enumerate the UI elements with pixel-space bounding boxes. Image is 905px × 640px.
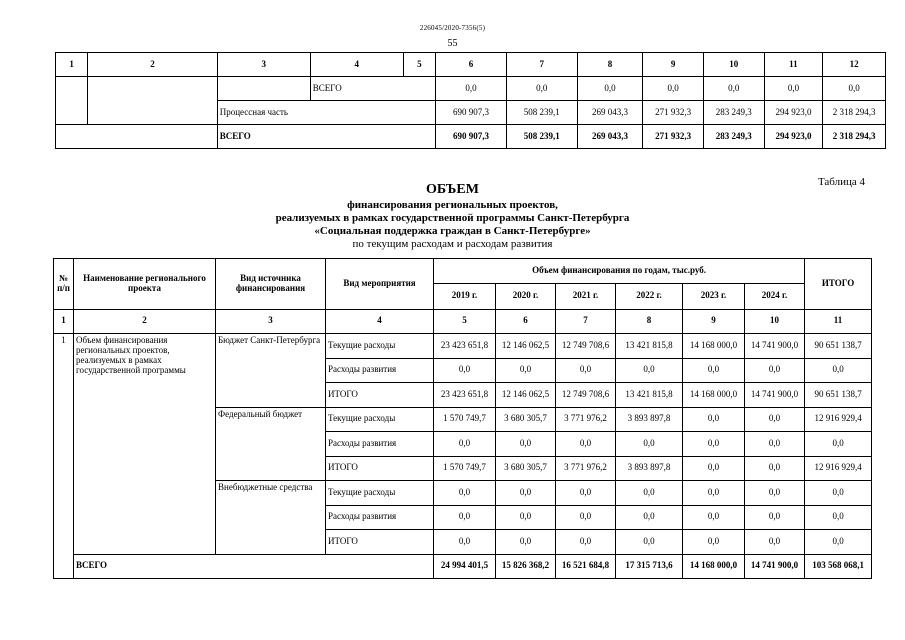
col-number: 12: [823, 53, 886, 77]
col-number: 10: [703, 53, 764, 77]
col-number: 4: [326, 309, 434, 334]
value-cell: 508 239,1: [506, 101, 577, 125]
value-cell: 2 318 294,3: [823, 101, 886, 125]
value-cell: 0,0: [745, 456, 805, 481]
col-number: 9: [643, 53, 704, 77]
col-number: 3: [216, 309, 326, 334]
value-cell: 283 249,3: [703, 101, 764, 125]
value-cell: 0,0: [556, 530, 616, 555]
activity-cell: ИТОГО: [326, 456, 434, 481]
value-cell: 294 923,0: [764, 125, 823, 149]
column-number-row: [56, 53, 886, 77]
value-cell: 0,0: [556, 505, 616, 530]
value-cell: 0,0: [556, 358, 616, 383]
value-cell: 1 570 749,7: [434, 407, 496, 432]
value-cell: 3 771 976,2: [556, 456, 616, 481]
value-cell: 690 907,3: [436, 101, 507, 125]
continuation-table: [55, 52, 886, 149]
value-cell: 24 994 401,5: [434, 554, 496, 579]
col-number: 3: [217, 53, 310, 77]
col-number: 6: [436, 53, 507, 77]
value-cell: 0,0: [823, 77, 886, 101]
col-number: 10: [745, 309, 805, 334]
col-number: 1: [54, 309, 74, 334]
row-label: ВСЕГО: [310, 77, 435, 101]
col-number: 5: [403, 53, 435, 77]
value-cell: 269 043,3: [577, 125, 643, 149]
value-cell: 0,0: [683, 505, 745, 530]
value-cell: 0,0: [616, 530, 683, 555]
value-cell: 508 239,1: [506, 125, 577, 149]
caption-line: финансирования региональных проектов,: [347, 199, 558, 211]
value-cell: 3 893 897,8: [616, 407, 683, 432]
value-cell: 14 741 900,0: [745, 334, 805, 359]
value-cell: 271 932,3: [643, 101, 704, 125]
value-cell: 0,0: [745, 407, 805, 432]
value-cell: 0,0: [805, 432, 872, 457]
activity-cell: ИТОГО: [326, 383, 434, 408]
caption-line: «Социальная поддержка граждан в Санкт-Петербурге»: [314, 225, 591, 237]
header-source: Вид источника финансирования: [216, 259, 326, 310]
page-number: 55: [447, 38, 458, 49]
col-number: 8: [616, 309, 683, 334]
col-number: 7: [506, 53, 577, 77]
total-row: [54, 554, 872, 579]
value-cell: 14 741 900,0: [745, 383, 805, 408]
value-cell: 0,0: [496, 358, 556, 383]
header-num: № п/п: [54, 259, 74, 310]
header-year: 2020 г.: [496, 283, 556, 309]
value-cell: 0,0: [496, 432, 556, 457]
table-row: [56, 77, 886, 101]
value-cell: 90 651 138,7: [805, 334, 872, 359]
col-number: 5: [434, 309, 496, 334]
value-cell: 0,0: [616, 505, 683, 530]
empty-cell: [88, 77, 217, 125]
col-number: 9: [683, 309, 745, 334]
col-number: 8: [577, 53, 643, 77]
value-cell: 0,0: [805, 530, 872, 555]
value-cell: 294 923,0: [764, 101, 823, 125]
value-cell: 12 916 929,4: [805, 456, 872, 481]
empty-cell: [56, 77, 88, 125]
value-cell: 12 916 929,4: [805, 407, 872, 432]
value-cell: 283 249,3: [703, 125, 764, 149]
value-cell: 0,0: [434, 481, 496, 506]
value-cell: 0,0: [556, 481, 616, 506]
value-cell: 23 423 651,8: [434, 383, 496, 408]
value-cell: 0,0: [643, 77, 704, 101]
value-cell: 3 893 897,8: [616, 456, 683, 481]
value-cell: 0,0: [683, 407, 745, 432]
value-cell: 3 771 976,2: [556, 407, 616, 432]
row-number: 1: [54, 334, 74, 579]
value-cell: 0,0: [683, 530, 745, 555]
value-cell: 0,0: [434, 358, 496, 383]
value-cell: 0,0: [745, 505, 805, 530]
value-cell: 0,0: [434, 432, 496, 457]
value-cell: 14 741 900,0: [745, 554, 805, 579]
header-total: ИТОГО: [805, 259, 872, 310]
header-project: Наименование регионального проекта: [74, 259, 216, 310]
value-cell: 0,0: [577, 77, 643, 101]
activity-cell: Расходы развития: [326, 358, 434, 383]
value-cell: 0,0: [616, 358, 683, 383]
col-number: 7: [556, 309, 616, 334]
value-cell: 0,0: [745, 481, 805, 506]
empty-cell: [217, 77, 310, 101]
value-cell: 3 680 305,7: [496, 456, 556, 481]
value-cell: 271 932,3: [643, 125, 704, 149]
col-number: 11: [764, 53, 823, 77]
value-cell: 269 043,3: [577, 101, 643, 125]
col-number: 6: [496, 309, 556, 334]
value-cell: 14 168 000,0: [683, 334, 745, 359]
header-activity: Вид мероприятия: [326, 259, 434, 310]
value-cell: 0,0: [436, 77, 507, 101]
value-cell: 690 907,3: [436, 125, 507, 149]
header-volume: Объем финансирования по годам, тыс.руб.: [434, 259, 805, 284]
value-cell: 0,0: [805, 505, 872, 530]
header-row: [54, 259, 872, 284]
header-year: 2023 г.: [683, 283, 745, 309]
activity-cell: Расходы развития: [326, 432, 434, 457]
caption-line: реализуемых в рамках государственной программы Санкт-Петербурга: [275, 212, 630, 224]
caption-subtitle: по текущим расходам и расходам развития: [352, 238, 553, 250]
value-cell: 0,0: [745, 530, 805, 555]
row-label: ВСЕГО: [74, 554, 434, 579]
value-cell: 90 651 138,7: [805, 383, 872, 408]
project-name: Объем финансирования региональных проектов, реализуемых в рамках государственной программы: [74, 334, 216, 555]
column-number-row: [54, 309, 872, 334]
activity-cell: ИТОГО: [326, 530, 434, 555]
value-cell: 23 423 651,8: [434, 334, 496, 359]
value-cell: 1 570 749,7: [434, 456, 496, 481]
value-cell: 12 146 062,5: [496, 334, 556, 359]
activity-cell: Текущие расходы: [326, 481, 434, 506]
col-number: 11: [805, 309, 872, 334]
row-label: Процессная часть: [217, 101, 435, 125]
value-cell: 0,0: [496, 505, 556, 530]
funding-source: Бюджет Санкт-Петербурга: [216, 334, 326, 408]
caption-title: ОБЪЕМ: [426, 182, 479, 197]
activity-cell: Расходы развития: [326, 505, 434, 530]
value-cell: 0,0: [745, 432, 805, 457]
value-cell: 12 749 708,6: [556, 334, 616, 359]
activity-cell: Текущие расходы: [326, 334, 434, 359]
value-cell: 16 521 684,8: [556, 554, 616, 579]
value-cell: 0,0: [703, 77, 764, 101]
value-cell: 0,0: [683, 432, 745, 457]
header-year: 2019 г.: [434, 283, 496, 309]
financing-table: [53, 258, 872, 579]
funding-source: Федеральный бюджет: [216, 407, 326, 481]
header-year: 2024 г.: [745, 283, 805, 309]
value-cell: 3 680 305,7: [496, 407, 556, 432]
value-cell: 0,0: [683, 358, 745, 383]
value-cell: 2 318 294,3: [823, 125, 886, 149]
value-cell: 0,0: [764, 77, 823, 101]
value-cell: 0,0: [496, 481, 556, 506]
value-cell: 0,0: [805, 358, 872, 383]
activity-cell: Текущие расходы: [326, 407, 434, 432]
value-cell: 0,0: [745, 358, 805, 383]
value-cell: 17 315 713,6: [616, 554, 683, 579]
col-number: 2: [74, 309, 216, 334]
col-number: 2: [88, 53, 217, 77]
value-cell: 12 146 062,5: [496, 383, 556, 408]
header-year: 2022 г.: [616, 283, 683, 309]
value-cell: 13 421 815,8: [616, 383, 683, 408]
funding-source: Внебюджетные средства: [216, 481, 326, 555]
value-cell: 103 568 068,1: [805, 554, 872, 579]
value-cell: 0,0: [434, 530, 496, 555]
col-number: 1: [56, 53, 88, 77]
row-label: ВСЕГО: [217, 125, 435, 149]
value-cell: 0,0: [506, 77, 577, 101]
col-number: 4: [310, 53, 403, 77]
value-cell: 0,0: [496, 530, 556, 555]
value-cell: 14 168 000,0: [683, 554, 745, 579]
value-cell: 0,0: [683, 456, 745, 481]
value-cell: 0,0: [616, 432, 683, 457]
value-cell: 0,0: [434, 505, 496, 530]
value-cell: 0,0: [556, 432, 616, 457]
document-code: 226045/2020-7356(5): [419, 24, 486, 32]
empty-cell: [56, 125, 218, 149]
table-label: Таблица 4: [817, 176, 865, 188]
value-cell: 0,0: [616, 481, 683, 506]
value-cell: 13 421 815,8: [616, 334, 683, 359]
value-cell: 0,0: [805, 481, 872, 506]
value-cell: 0,0: [683, 481, 745, 506]
table-row: [54, 334, 872, 359]
header-year: 2021 г.: [556, 283, 616, 309]
total-row: [56, 125, 886, 149]
value-cell: 12 749 708,6: [556, 383, 616, 408]
value-cell: 15 826 368,2: [496, 554, 556, 579]
value-cell: 14 168 000,0: [683, 383, 745, 408]
